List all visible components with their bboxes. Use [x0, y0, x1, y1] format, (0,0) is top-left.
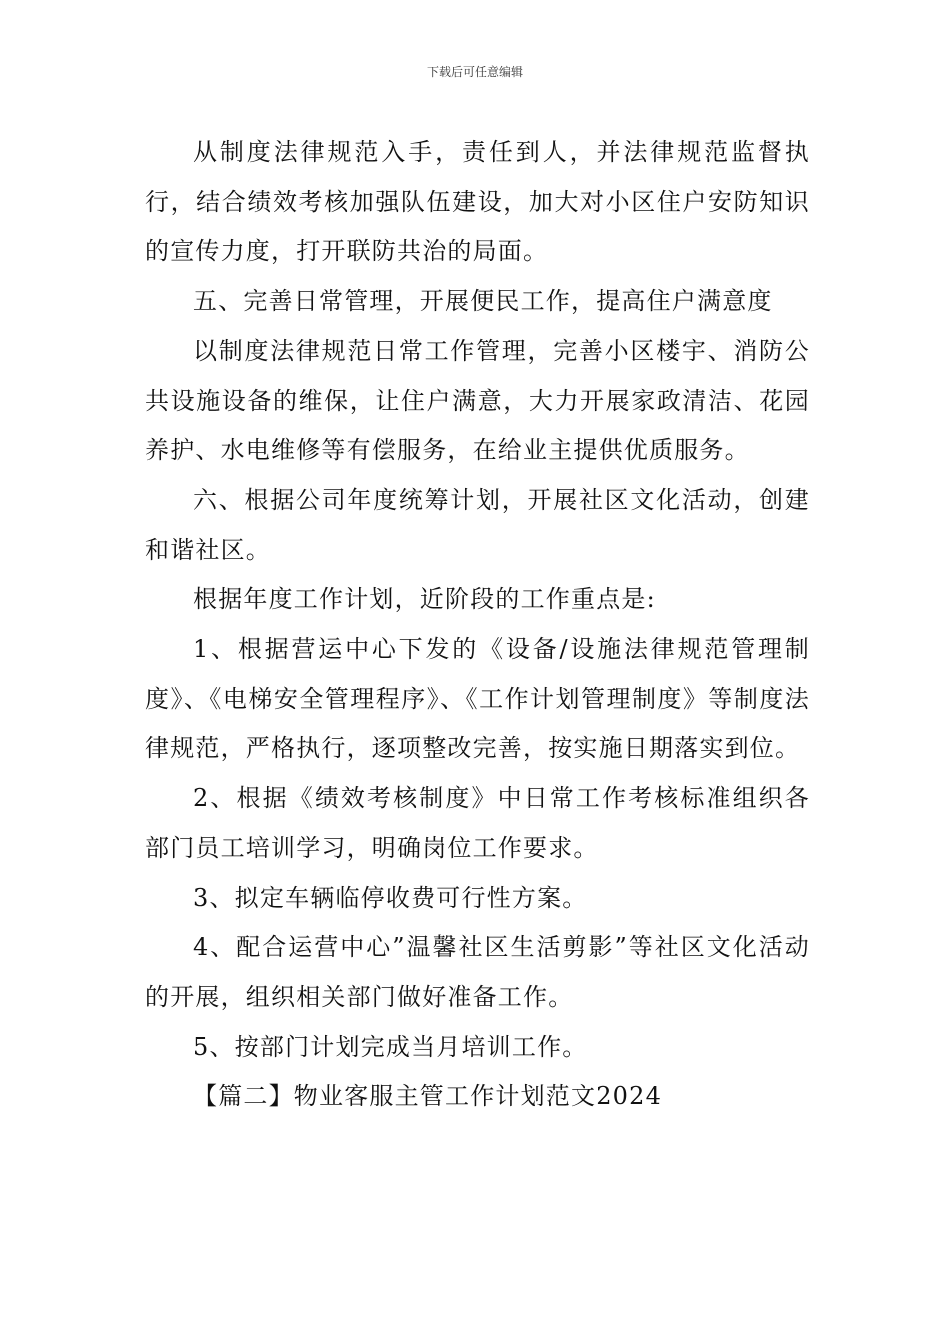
- paragraph-work-focus-intro: 根据年度工作计划，近阶段的工作重点是:: [193, 585, 656, 614]
- document-body: [145, 128, 810, 1122]
- list-item-3: 3、拟定车辆临停收费可行性方案。: [193, 883, 588, 912]
- section-heading-daily-management: 五、完善日常管理，开展便民工作，提高住户满意度: [193, 287, 773, 316]
- page-header-note: 下载后可任意编辑: [426, 65, 523, 79]
- list-item-5: 5、按部门计划完成当月培训工作。: [193, 1032, 588, 1061]
- list-item-4: 4、配合运营中心”温馨社区生活剪影”等社区文化活动的开展，组织相关部门做好准备工作。: [145, 933, 810, 1011]
- paragraph-institution-building: 从制度法律规范入手，责任到人，并法律规范监督执行，结合绩效考核加强队伍建设，加大对小区住户安防知识的宣传力度，打开联防共治的局面。: [145, 138, 810, 266]
- list-item-1: 1、根据营运中心下发的《设备/设施法律规范管理制度》、《电梯安全管理程序》、《工作计划管理制度》等制度法律规范，严格执行，逐项整改完善，按实施日期落实到位。: [145, 635, 810, 763]
- list-item-2: 2、根据《绩效考核制度》中日常工作考核标准组织各部门员工培训学习，明确岗位工作要求。: [145, 784, 810, 862]
- section-heading-community-culture: 六、根据公司年度统筹计划，开展社区文化活动，创建和谐社区。: [145, 485, 810, 564]
- paragraph-daily-management: 以制度法律规范日常工作管理，完善小区楼宇、消防公共设施设备的维保，让住户满意，大力开展家政清洁、花园养护、水电维修等有偿服务，在给业主提供优质服务。: [145, 336, 810, 465]
- section-title-part-two: 【篇二】物业客服主管工作计划范文2024: [193, 1082, 663, 1111]
